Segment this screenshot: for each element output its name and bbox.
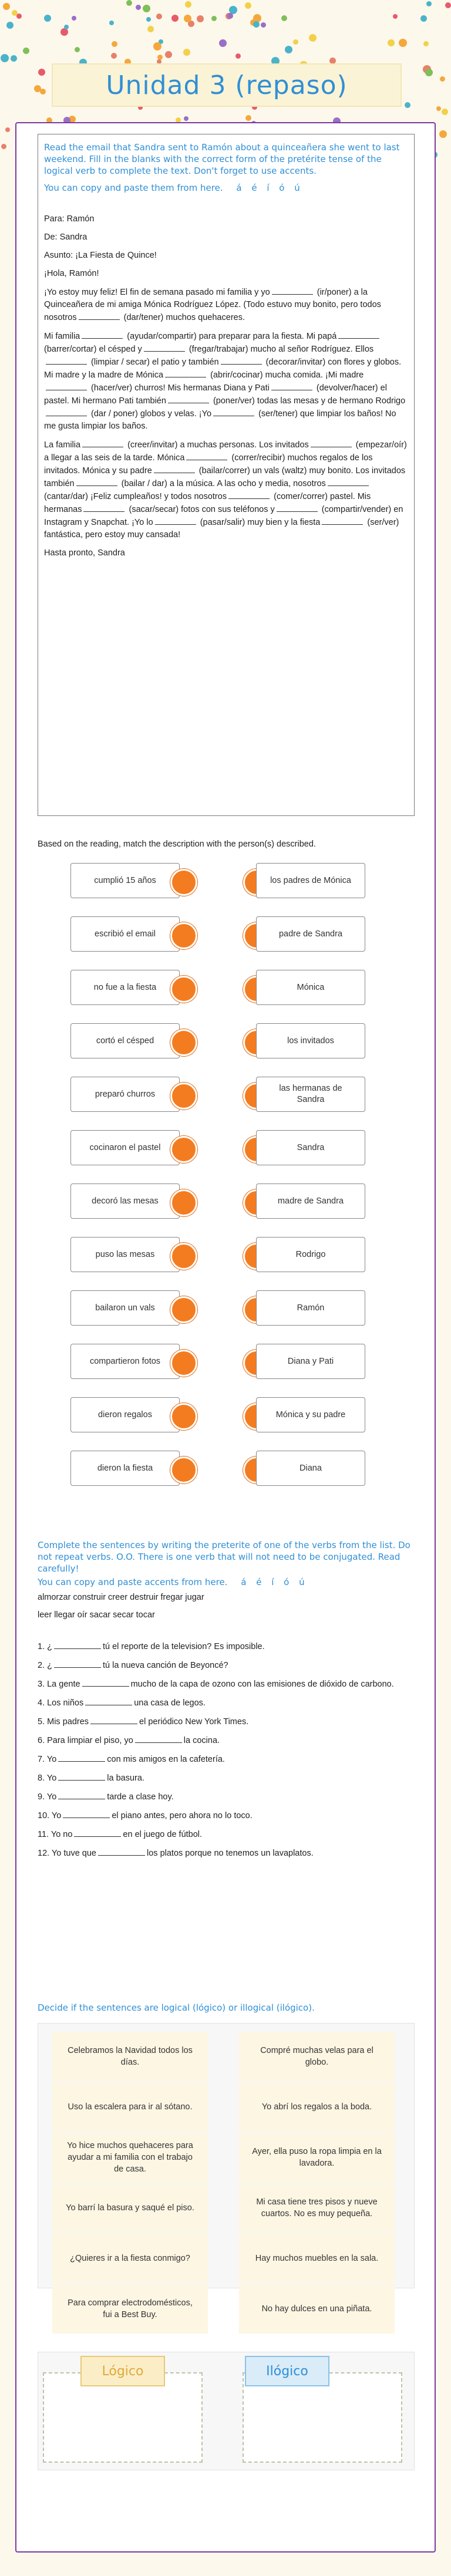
confetti-dot — [75, 47, 80, 52]
confetti-dot — [143, 5, 150, 12]
verb-list — [38, 1591, 413, 1621]
confetti-dot — [3, 3, 10, 10]
accents-label: You can copy and paste them from here. — [44, 183, 223, 193]
confetti-dot — [1, 144, 6, 149]
accent-characters: á é í ó ú — [241, 1577, 308, 1587]
confetti-dot — [60, 28, 68, 36]
confetti-dot — [420, 15, 427, 22]
confetti-dot — [112, 41, 117, 47]
blank-input[interactable] — [271, 382, 312, 390]
match-left-item[interactable]: no fue a la fiesta — [70, 970, 180, 1005]
confetti-dot — [185, 1, 191, 8]
confetti-dot — [72, 16, 76, 21]
accents-line — [44, 183, 408, 193]
blank-input[interactable] — [213, 407, 254, 416]
verb-list-line-2: leer llegar oír sacar secar tocar — [38, 1610, 155, 1620]
confetti-dot — [281, 15, 287, 21]
match-right-item[interactable]: padre de Sandra — [256, 916, 365, 952]
blank-input[interactable] — [165, 369, 206, 377]
match-connector-dot[interactable] — [170, 1403, 197, 1430]
conjugation-instructions: Complete the sentences by writing the preterite of one of the verbs from the list. Do not repeat verbs. O.O. There is one verb that will not need to be conjugated. Read carefully! — [38, 1540, 410, 1574]
confetti-dot — [171, 15, 179, 22]
bin-logico-label: Lógico — [80, 2356, 165, 2386]
blank-input[interactable] — [82, 439, 123, 447]
match-right-item[interactable]: las hermanas de Sandra — [256, 1077, 365, 1112]
email-greeting: ¡Hola, Ramón! — [44, 269, 99, 278]
sort-card[interactable]: No hay dulces en una piñata. — [239, 2284, 395, 2334]
confetti-dot — [11, 55, 17, 62]
match-connector-dot[interactable] — [170, 1456, 197, 1483]
blank-input[interactable] — [272, 286, 313, 295]
match-connector-dot[interactable] — [170, 1296, 197, 1323]
confetti-dot — [5, 127, 10, 132]
blank-input[interactable] — [85, 1697, 132, 1705]
blank-input[interactable] — [338, 330, 379, 339]
sentence-item: 12. Yo tuve que los platos porque no tenemos un lavaplatos. — [38, 1847, 413, 1860]
sort-card[interactable]: Uso la escalera para ir al sótano. — [52, 2082, 208, 2132]
match-left-item[interactable]: escribió el email — [70, 916, 180, 952]
match-right-item[interactable]: Mónica y su padre — [256, 1397, 365, 1432]
blank-input[interactable] — [154, 464, 195, 473]
blank-input[interactable] — [311, 439, 352, 447]
match-right-item[interactable]: los invitados — [256, 1023, 365, 1058]
match-left-item[interactable]: puso las mesas — [70, 1237, 180, 1272]
reading-box — [38, 134, 415, 816]
matching-instructions: Based on the reading, match the description with the person(s) described. — [38, 839, 316, 849]
confetti-dot — [40, 89, 46, 95]
sentence-item: 6. Para limpiar el piso, yo la cocina. — [38, 1734, 413, 1747]
blank-input[interactable] — [79, 311, 120, 320]
sentence-item: 9. Yo tarde a clase hoy. — [38, 1791, 413, 1803]
confetti-dot — [388, 39, 395, 46]
blank-input[interactable] — [54, 1640, 101, 1649]
sentence-item: 4. Los niños una casa de legos. — [38, 1697, 413, 1710]
blank-input[interactable] — [82, 330, 123, 339]
confetti-dot — [156, 14, 162, 19]
confetti-dot — [23, 48, 29, 54]
email-subject: Asunto: ¡La Fiesta de Quince! — [44, 251, 157, 260]
confetti-dot — [1, 54, 9, 62]
confetti-dot — [197, 15, 204, 22]
confetti-dot — [245, 2, 251, 9]
title-banner — [52, 63, 402, 107]
sort-card[interactable]: Para comprar electrodomésticos, fui a Best Buy. — [52, 2284, 208, 2334]
blank-input[interactable] — [168, 395, 209, 403]
blank-input[interactable] — [54, 1659, 101, 1668]
match-connector-dot[interactable] — [170, 976, 197, 1003]
sort-card[interactable]: Hay muchos muebles en la sala. — [239, 2234, 395, 2283]
confetti-dot — [440, 76, 445, 82]
confetti-dot — [147, 26, 154, 32]
confetti-dot — [436, 106, 441, 111]
confetti-dot — [309, 34, 317, 42]
paragraph-2: Mi familia (ayudar/compartir) para preparar para la fiesta. Mi papá (barrer/cortar) el césped y (fregar/trabajar) mucho al señor Rodríguez. Ellos (limpiar / secar) el patio y también (decorar/invitar) con flores y globos. Mi madre y la madre de Mónica (abrir/cocinar) mucha comida. ¡Mi madre (hacer/ver) churros! Mis hermanas Diana y Pati (devolver/hacer) el pastel. Mi hermano Pati también (poner/ver) todas las mesas y de hermano Rodrigo (dar / poner) globos y velas. ¡Yo (ser/tener) que limpiar los baños! No me gusta limpiar los baños. — [44, 330, 408, 433]
blank-input[interactable] — [277, 503, 318, 512]
sentence-item: 11. Yo no en el juego de fútbol. — [38, 1828, 413, 1841]
match-connector-dot[interactable] — [170, 1083, 197, 1110]
confetti-dot — [44, 15, 51, 22]
verb-list-line-1: almorzar construir creer destruir fregar jugar — [38, 1593, 204, 1602]
match-right-item[interactable]: Ramón — [256, 1290, 365, 1326]
blank-input[interactable] — [76, 477, 117, 486]
blank-input[interactable] — [328, 477, 369, 486]
blank-input[interactable] — [46, 407, 87, 416]
email-text — [44, 213, 408, 565]
paragraph-3: La familia (creer/invitar) a muchas personas. Los invitados (empezar/oír) a llegar a las seis de la tarde. Mónica (correr/recibir) muchos regalos de los invitados. Mónica y su padre (bailar/correr) un vals (waltz) muy bonito. Los invitados también (bailar / dar) a la música. A las ocho y media, nosotros (cantar/dar) ¡Feliz cumpleaños! y todos nosotros (comer/correr) pastel. Mis hermanas (sacar/secar) fotos con sus teléfonos y (compartir/vender) en Instagram y Snapchat. ¡Yo lo (pasar/salir) muy bien y la fiesta (ser/ver) fantástica, pero estoy muy cansada! — [44, 439, 408, 541]
sentence-item: 10. Yo el piano antes, pero ahora no lo toco. — [38, 1809, 413, 1822]
confetti-dot — [12, 10, 18, 16]
sort-card[interactable]: Mi casa tiene tres pisos y nueve cuartos. No es muy pequeña. — [239, 2183, 395, 2233]
confetti-dot — [393, 14, 398, 19]
reading-instructions: Read the email that Sandra sent to Ramón about a quinceañera she went to last weekend. Fill in the blanks with the correct form of the pretérite tense of the logical verb to complete the text. Don't forget to use accents. — [44, 142, 400, 176]
match-left-item[interactable]: bailaron un vals — [70, 1290, 180, 1326]
logic-instructions: Decide if the sentences are logical (lógico) or illogical (ilógico). — [38, 2002, 315, 2013]
blank-input[interactable] — [63, 1809, 110, 1818]
confetti-dot — [211, 16, 217, 21]
blank-input[interactable] — [83, 503, 124, 512]
match-left-item[interactable]: preparó churros — [70, 1077, 180, 1112]
sentence-item: 7. Yo con mis amigos en la cafetería. — [38, 1753, 413, 1766]
sentence-item: 8. Yo la basura. — [38, 1772, 413, 1785]
blank-input[interactable] — [144, 343, 185, 352]
sort-card[interactable]: Compré muchas velas para el globo. — [239, 2032, 395, 2081]
match-connector-dot[interactable] — [170, 922, 197, 949]
confetti-dot — [183, 49, 190, 56]
match-left-item[interactable]: cortó el césped — [70, 1023, 180, 1058]
accent-characters: á é í ó ú — [236, 183, 304, 193]
card-sort-area — [38, 2023, 415, 2319]
blank-input[interactable] — [90, 1715, 137, 1724]
confetti-dot — [405, 102, 410, 108]
confetti-dot — [245, 115, 251, 121]
confetti-dot — [38, 69, 45, 76]
email-closing: Hasta pronto, Sandra — [44, 548, 125, 558]
confetti-dot — [146, 17, 151, 22]
match-connector-dot[interactable] — [170, 869, 197, 896]
match-connector-dot[interactable] — [170, 1136, 197, 1163]
confetti-dot — [426, 1, 432, 6]
match-right-item[interactable]: los padres de Mónica — [256, 863, 365, 898]
match-left-item[interactable]: decoró las mesas — [70, 1184, 180, 1219]
match-right-item[interactable]: madre de Sandra — [256, 1184, 365, 1219]
email-from: De: Sandra — [44, 232, 87, 242]
conjugation-section — [38, 1539, 413, 1587]
confetti-dot — [64, 25, 69, 29]
match-right-item[interactable]: Diana — [256, 1451, 365, 1486]
blank-input[interactable] — [228, 490, 270, 499]
confetti-dot — [109, 21, 114, 25]
sentence-list — [38, 1640, 413, 1866]
sort-card[interactable]: ¿Quieres ir a la fiesta conmigo? — [52, 2234, 208, 2283]
confetti-dot — [261, 22, 266, 28]
confetti-dot — [235, 53, 241, 59]
accents-label: You can copy and paste accents from here. — [38, 1577, 228, 1587]
confetti-dot — [253, 21, 260, 28]
sentence-item: 3. La gente mucho de la capa de ozono con las emisiones de dióxido de carbono. — [38, 1678, 413, 1691]
confetti-dot — [165, 51, 172, 58]
sort-card[interactable]: Yo hice muchos quehaceres para ayudar a mi familia con el trabajo de casa. — [52, 2133, 208, 2182]
blank-input[interactable] — [58, 1791, 105, 1799]
blank-input[interactable] — [82, 1678, 129, 1687]
sort-card[interactable]: Ayer, ella puso la ropa limpia en la lavadora. — [239, 2133, 395, 2182]
sort-card[interactable]: Celebramos la Navidad todos los días. — [52, 2032, 208, 2081]
blank-input[interactable] — [186, 451, 227, 460]
confetti-dot — [439, 130, 447, 138]
blank-input[interactable] — [322, 516, 363, 525]
confetti-dot — [445, 2, 451, 8]
sentence-item: 1. ¿ tú el reporte de la television? Es imposible. — [38, 1640, 413, 1653]
confetti-dot — [219, 39, 227, 47]
confetti-dot — [423, 41, 429, 46]
match-right-item[interactable]: Mónica — [256, 970, 365, 1005]
match-right-item[interactable]: Rodrigo — [256, 1237, 365, 1272]
blank-input[interactable] — [46, 356, 87, 365]
match-right-item[interactable]: Sandra — [256, 1130, 365, 1165]
sentence-item: 2. ¿ tú la nueva canción de Beyoncé? — [38, 1659, 413, 1672]
confetti-dot — [126, 0, 132, 6]
blank-input[interactable] — [135, 1734, 182, 1743]
page-title: Unidad 3 (repaso) — [106, 70, 348, 100]
match-left-item[interactable]: dieron la fiesta — [70, 1451, 180, 1486]
sort-card[interactable]: Yo barrí la basura y saqué el piso. — [52, 2183, 208, 2233]
confetti-dot — [442, 109, 448, 115]
confetti-dot — [111, 53, 117, 59]
blank-input[interactable] — [155, 516, 196, 525]
match-left-item[interactable]: cumplió 15 años — [70, 863, 180, 898]
confetti-dot — [293, 39, 298, 45]
bin-ilogico-label: Ilógico — [245, 2356, 329, 2386]
worksheet — [15, 122, 436, 2553]
match-connector-dot[interactable] — [170, 1350, 197, 1377]
match-left-item[interactable]: cocinaron el pastel — [70, 1130, 180, 1165]
match-connector-dot[interactable] — [170, 1029, 197, 1056]
blank-input[interactable] — [74, 1828, 121, 1837]
blank-input[interactable] — [58, 1753, 105, 1762]
match-left-item[interactable]: compartieron fotos — [70, 1344, 180, 1379]
blank-input[interactable] — [221, 356, 262, 365]
confetti-dot — [399, 39, 407, 47]
blank-input[interactable] — [58, 1772, 105, 1781]
email-to: Para: Ramón — [44, 214, 95, 224]
sort-card[interactable]: Yo abrí los regalos a la boda. — [239, 2082, 395, 2132]
match-connector-dot[interactable] — [170, 1243, 197, 1270]
confetti-dot — [6, 22, 14, 29]
match-connector-dot[interactable] — [170, 1189, 197, 1216]
confetti-dot — [184, 15, 191, 22]
blank-input[interactable] — [46, 382, 87, 390]
confetti-dot — [227, 13, 233, 19]
confetti-dot — [153, 42, 161, 50]
blank-input[interactable] — [98, 1847, 145, 1856]
sort-bins — [38, 2352, 415, 2470]
paragraph-1: ¡Yo estoy muy feliz! El fin de semana pasado mi familia y yo (ir/poner) a la Quinceañera de mi amiga Mónica Rodríguez López. (Todo estuvo muy bonito, pero todos nosotros (dar/tener) muchos quehaceres. — [44, 286, 408, 324]
accents-line-2 — [38, 1577, 413, 1587]
match-right-item[interactable]: Diana y Pati — [256, 1344, 365, 1379]
confetti-dot — [136, 5, 141, 10]
sentence-item: 5. Mis padres el periódico New York Times. — [38, 1715, 413, 1728]
logic-section — [38, 2002, 413, 2014]
match-left-item[interactable]: dieron regalos — [70, 1397, 180, 1432]
confetti-dot — [184, 116, 189, 121]
confetti-dot — [285, 46, 292, 53]
confetti-dot — [425, 69, 433, 76]
